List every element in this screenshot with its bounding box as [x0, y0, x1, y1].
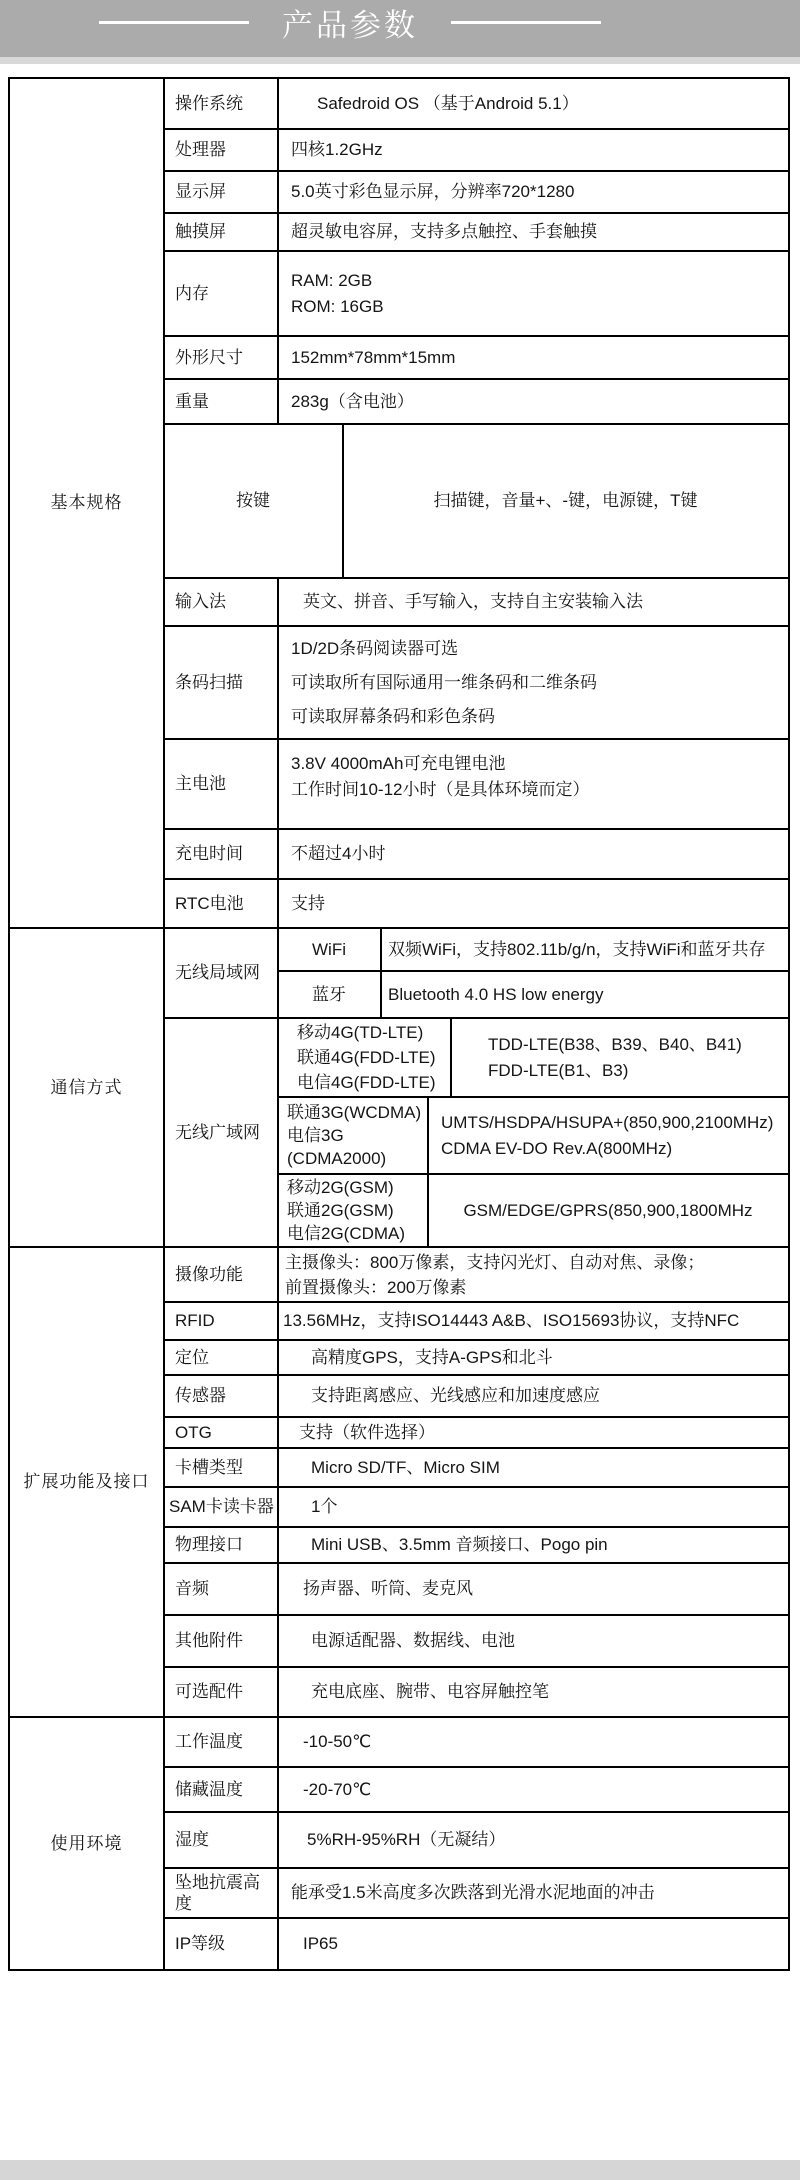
row-label-humidity: 湿度 [164, 1812, 278, 1868]
carrier-3g-1: 联通3G(WCDMA) [287, 1103, 422, 1122]
row-label-wlan: 无线局域网 [164, 928, 278, 1018]
spec-table [8, 77, 790, 1971]
row-value-keys: 扫描键，音量+、-键，电源键，T键 [343, 424, 789, 578]
section-basic-specs: 基本规格 [9, 78, 164, 928]
row-value-otg: 支持（软件选择） [278, 1417, 789, 1448]
header-banner [0, 0, 800, 57]
row-value-4g-bands [451, 1018, 789, 1097]
carrier-4g-2: 联通4G(FDD-LTE) [297, 1048, 436, 1067]
row-value-storage-temp: -20-70℃ [278, 1767, 789, 1812]
row-value-camera [278, 1247, 789, 1302]
row-value-physical-ports: Mini USB、3.5mm 音频接口、Pogo pin [278, 1527, 789, 1563]
carrier-2g-2: 联通2G(GSM) [287, 1201, 394, 1220]
row-value-sensors: 支持距离感应、光线感应和加速度感应 [278, 1375, 789, 1417]
row-label-barcode: 条码扫描 [164, 626, 278, 739]
page-title: 产品参数 [282, 7, 418, 43]
row-label-rfid: RFID [164, 1302, 278, 1340]
row-label-drop-resistance: 坠地抗震高度 [164, 1868, 278, 1918]
row-value-rtc-battery: 支持 [278, 879, 789, 928]
carrier-4g-3: 电信4G(FDD-LTE) [297, 1073, 436, 1092]
row-label-weight: 重量 [164, 379, 278, 424]
row-label-wwan: 无线广域网 [164, 1018, 278, 1247]
row-value-sam-reader: 1个 [278, 1487, 789, 1527]
row-value-rfid: 13.56MHz，支持ISO14443 A&B、ISO15693协议，支持NFC [278, 1302, 789, 1340]
row-value-card-slots: Micro SD/TF、Micro SIM [278, 1448, 789, 1487]
barcode-line-3: 可读取屏幕条码和彩色条码 [291, 706, 495, 726]
carrier-3g-3: (CDMA2000) [287, 1149, 387, 1168]
footer-strip [0, 2160, 800, 2180]
row-value-weight: 283g（含电池） [278, 379, 789, 424]
band-3g-cdma: CDMA EV-DO Rev.A(800MHz) [441, 1138, 673, 1158]
band-4g-tdd: TDD-LTE(B38、B39、B40、B41) [488, 1034, 742, 1054]
camera-front: 前置摄像头：200万像素 [285, 1277, 467, 1297]
sub-label-3g-carriers [278, 1097, 428, 1174]
row-value-3g-bands [428, 1097, 789, 1174]
row-label-keys: 按键 [164, 424, 343, 578]
row-label-main-battery: 主电池 [164, 739, 278, 829]
row-label-storage-temp: 储藏温度 [164, 1767, 278, 1812]
row-label-working-temp: 工作温度 [164, 1717, 278, 1767]
row-label-otg: OTG [164, 1417, 278, 1448]
row-value-wifi: 双频WiFi，支持802.11b/g/n，支持WiFi和蓝牙共存 [381, 928, 789, 971]
banner-decor-line-right [451, 21, 601, 24]
row-label-rtc-battery: RTC电池 [164, 879, 278, 928]
row-label-ip-rating: IP等级 [164, 1918, 278, 1970]
section-extended-functions: 扩展功能及接口 [9, 1247, 164, 1717]
row-value-touchscreen: 超灵敏电容屏，支持多点触控、手套触摸 [278, 213, 789, 251]
camera-main: 主摄像头：800万像素，支持闪光灯、自动对焦、录像； [285, 1252, 705, 1272]
row-label-touchscreen: 触摸屏 [164, 213, 278, 251]
memory-rom: ROM: 16GB [291, 296, 384, 316]
section-communication: 通信方式 [9, 928, 164, 1247]
row-label-charge-time: 充电时间 [164, 829, 278, 879]
row-label-card-slots: 卡槽类型 [164, 1448, 278, 1487]
row-value-input-method: 英文、拼音、手写输入，支持自主安装输入法 [278, 578, 789, 626]
row-value-2g-bands: GSM/EDGE/GPRS(850,900,1800MHz [428, 1174, 789, 1247]
sub-label-2g-carriers [278, 1174, 428, 1247]
row-value-positioning: 高精度GPS，支持A-GPS和北斗 [278, 1340, 789, 1375]
row-value-cpu: 四核1.2GHz [278, 129, 789, 171]
row-label-dimensions: 外形尺寸 [164, 336, 278, 379]
sub-label-bluetooth: 蓝牙 [278, 971, 381, 1018]
row-value-memory [278, 251, 789, 336]
carrier-2g-3: 电信2G(CDMA) [287, 1224, 406, 1243]
sub-label-wifi: WiFi [278, 928, 381, 971]
row-label-audio: 音频 [164, 1563, 278, 1615]
row-value-optional-accessories: 充电底座、腕带、电容屏触控笔 [278, 1667, 789, 1717]
barcode-line-2: 可读取所有国际通用一维条码和二维条码 [291, 672, 597, 692]
row-value-bluetooth: Bluetooth 4.0 HS low energy [381, 971, 789, 1018]
row-value-charge-time: 不超过4小时 [278, 829, 789, 879]
row-label-optional-accessories: 可选配件 [164, 1667, 278, 1717]
carrier-4g-1: 移动4G(TD-LTE) [297, 1023, 424, 1042]
banner-decor-line-left [99, 21, 249, 24]
carrier-2g-1: 移动2G(GSM) [287, 1178, 394, 1197]
row-value-main-battery [278, 739, 789, 829]
row-label-sam-reader: SAM卡读卡器 [164, 1487, 278, 1527]
row-value-os: Safedroid OS （基于Android 5.1） [278, 78, 789, 129]
carrier-3g-2: 电信3G [287, 1126, 344, 1145]
row-value-display: 5.0英寸彩色显示屏，分辨率720*1280 [278, 171, 789, 213]
battery-line-2: 工作时间10-12小时（是具体环境而定） [291, 779, 590, 799]
row-value-audio: 扬声器、听筒、麦克风 [278, 1563, 789, 1615]
row-label-other-accessories: 其他附件 [164, 1615, 278, 1667]
row-value-humidity: 5%RH-95%RH（无凝结） [278, 1812, 789, 1868]
row-label-sensors: 传感器 [164, 1375, 278, 1417]
row-value-ip-rating: IP65 [278, 1918, 789, 1970]
banner-bottom-strip [0, 57, 800, 64]
row-label-physical-ports: 物理接口 [164, 1527, 278, 1563]
band-4g-fdd: FDD-LTE(B1、B3) [488, 1060, 629, 1080]
row-value-drop-resistance: 能承受1.5米高度多次跌落到光滑水泥地面的冲击 [278, 1868, 789, 1918]
row-label-camera: 摄像功能 [164, 1247, 278, 1302]
barcode-line-1: 1D/2D条码阅读器可选 [291, 638, 459, 658]
section-environment: 使用环境 [9, 1717, 164, 1970]
row-label-memory: 内存 [164, 251, 278, 336]
battery-line-1: 3.8V 4000mAh可充电锂电池 [291, 753, 506, 773]
row-value-working-temp: -10-50℃ [278, 1717, 789, 1767]
band-3g-umts: UMTS/HSDPA/HSUPA+(850,900,2100MHz) [441, 1112, 774, 1132]
row-label-display: 显示屏 [164, 171, 278, 213]
row-value-barcode [278, 626, 789, 739]
sub-label-4g-carriers [278, 1018, 451, 1097]
row-value-other-accessories: 电源适配器、数据线、电池 [278, 1615, 789, 1667]
row-label-os: 操作系统 [164, 78, 278, 129]
row-label-positioning: 定位 [164, 1340, 278, 1375]
memory-ram: RAM: 2GB [291, 270, 373, 290]
row-value-dimensions: 152mm*78mm*15mm [278, 336, 789, 379]
row-label-cpu: 处理器 [164, 129, 278, 171]
row-label-input-method: 输入法 [164, 578, 278, 626]
